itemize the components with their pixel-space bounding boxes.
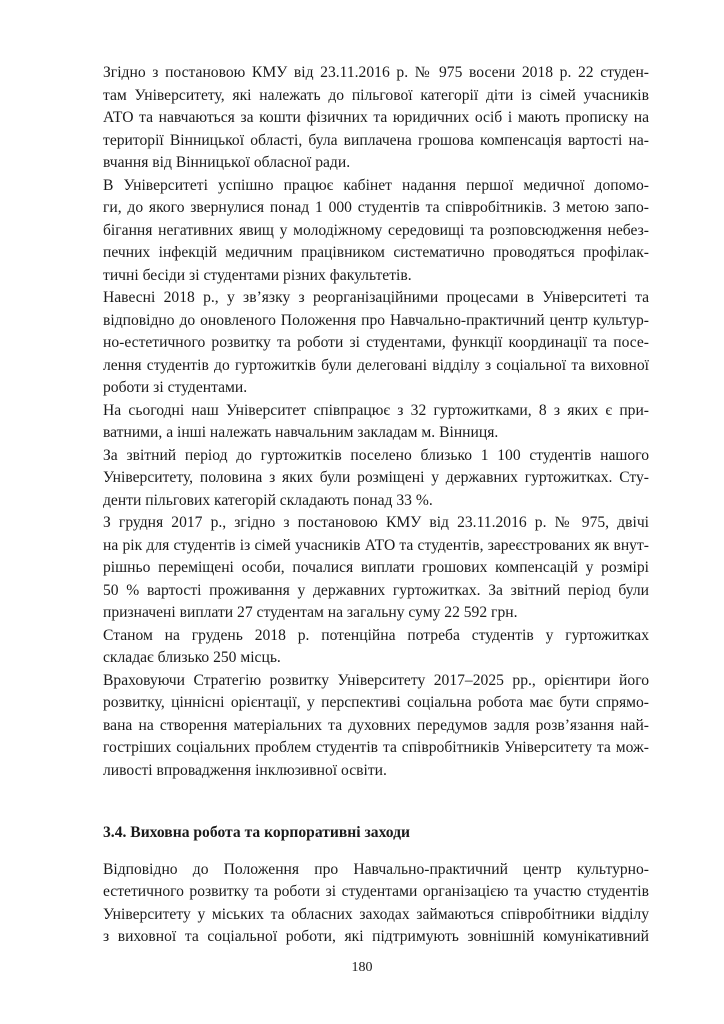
text-line: лення студентів до гуртожитків були делеговані відділу з соціальної та виховної — [103, 356, 649, 374]
page-number: 180 — [351, 960, 373, 975]
text-line: на рік для студентів із сімей учасників АТО та студентів, зареєстрованих як внут- — [103, 536, 649, 554]
text-line: гостріших соціальних проблем студентів та співробітників Університету та мож- — [103, 739, 649, 756]
text-line: печних інфекцій медичним працівником систематично проводяться профілак- — [103, 244, 649, 261]
text-line: призначені виплати 27 студентам на загальну суму 22 592 грн. — [103, 604, 518, 621]
text-line: розвитку, ціннісні орієнтації, у перспективі соціальна робота має бути спрямо- — [103, 694, 649, 711]
text-line: бігання негативних явищ у молодіжному середовищі та розповсюдження небез- — [103, 221, 649, 239]
text-line: складає близько 250 місць. — [103, 649, 281, 666]
text-line: Університету, половина з яких були розміщені у державних гуртожитках. Сту- — [103, 469, 649, 486]
paragraph — [103, 400, 649, 445]
paragraph — [103, 62, 649, 175]
text-line: вчання від Вінницької обласної ради. — [103, 154, 351, 171]
text-line: Згідно з постановою КМУ від 23.11.2016 р. № 975 восени 2018 р. 22 студен- — [103, 64, 649, 81]
section-paragraph — [103, 859, 649, 949]
text-line: ги, до якого звернулися понад 1 000 студентів та співробітників. З метою запо- — [103, 199, 649, 216]
text-line: там Університету, які належать до пільгової категорії діти із сімей учасників — [103, 86, 649, 104]
paragraph — [103, 287, 649, 400]
paragraph — [103, 625, 649, 670]
page-body — [103, 62, 649, 949]
text-line: денти пільгових категорій складають понад 33 %. — [103, 491, 433, 509]
paragraph — [103, 670, 649, 783]
paragraph — [103, 445, 649, 513]
text-line: роботи зі студентами. — [103, 379, 248, 396]
text-line: Університету у міських та обласних заходах займаються співробітники відділу — [103, 905, 649, 923]
text-line: З грудня 2017 р., згідно з постановою КМУ від 23.11.2016 р. № 975, двічі — [103, 514, 649, 531]
text-line: ливості впровадження інклюзивної освіти. — [103, 761, 387, 779]
text-line: з виховної та соціальної роботи, які підтримують зовнішній комунікативний — [103, 928, 649, 945]
text-line: АТО та навчаються за кошти фізичних та юридичних осіб і мають прописку на — [103, 109, 649, 126]
text-line: території Вінницької області, була виплачена грошова компенсація вартості на- — [103, 131, 649, 149]
text-line: Враховуючи Стратегію розвитку Університету 2017–2025 рр., орієнтири його — [103, 671, 649, 689]
text-line: На сьогодні наш Університет співпрацює з 32 гуртожитками, 8 з яких є при- — [103, 401, 649, 419]
text-line: Навесні 2018 р., у зв’язку з реорганізаційними процесами в Університеті та — [103, 289, 649, 306]
text-line: В Університеті успішно працює кабінет надання першої медичної допомо- — [103, 176, 649, 194]
text-line: тичні бесіди зі студентами різних факультетів. — [103, 266, 412, 284]
text-line: но-естетичного розвитку та роботи зі студентами, функції координації та посе- — [103, 334, 649, 351]
text-line: вана на створення матеріальних та духовних передумов задля розв’язання най- — [103, 716, 649, 734]
text-line: За звітний період до гуртожитків поселено близько 1 100 студентів нашого — [103, 446, 649, 464]
paragraph — [103, 175, 649, 288]
text-line: рішньо переміщені особи, почалися виплати грошових компенсацій у розмірі — [103, 559, 649, 576]
text-line: Станом на грудень 2018 р. потенційна потреба студентів у гуртожитках — [103, 626, 649, 644]
text-line: ватними, а інші належать навчальним закладам м. Вінниця. — [103, 424, 499, 441]
text-line: 50 % вартості проживання у державних гуртожитках. За звітний період були — [103, 581, 649, 599]
text-line: відповідно до оновленого Положення про Навчально-практичний центр культур- — [103, 311, 649, 329]
paragraph — [103, 859, 649, 949]
text-line: Відповідно до Положення про Навчально-практичний центр культурно- — [103, 860, 649, 878]
section-heading: 3.4. Виховна робота та корпоративні заходи — [103, 824, 410, 841]
paragraph — [103, 512, 649, 625]
text-line: естетичного розвитку та роботи зі студентами організацією та участю студентів — [103, 883, 649, 900]
text-body — [103, 62, 649, 782]
